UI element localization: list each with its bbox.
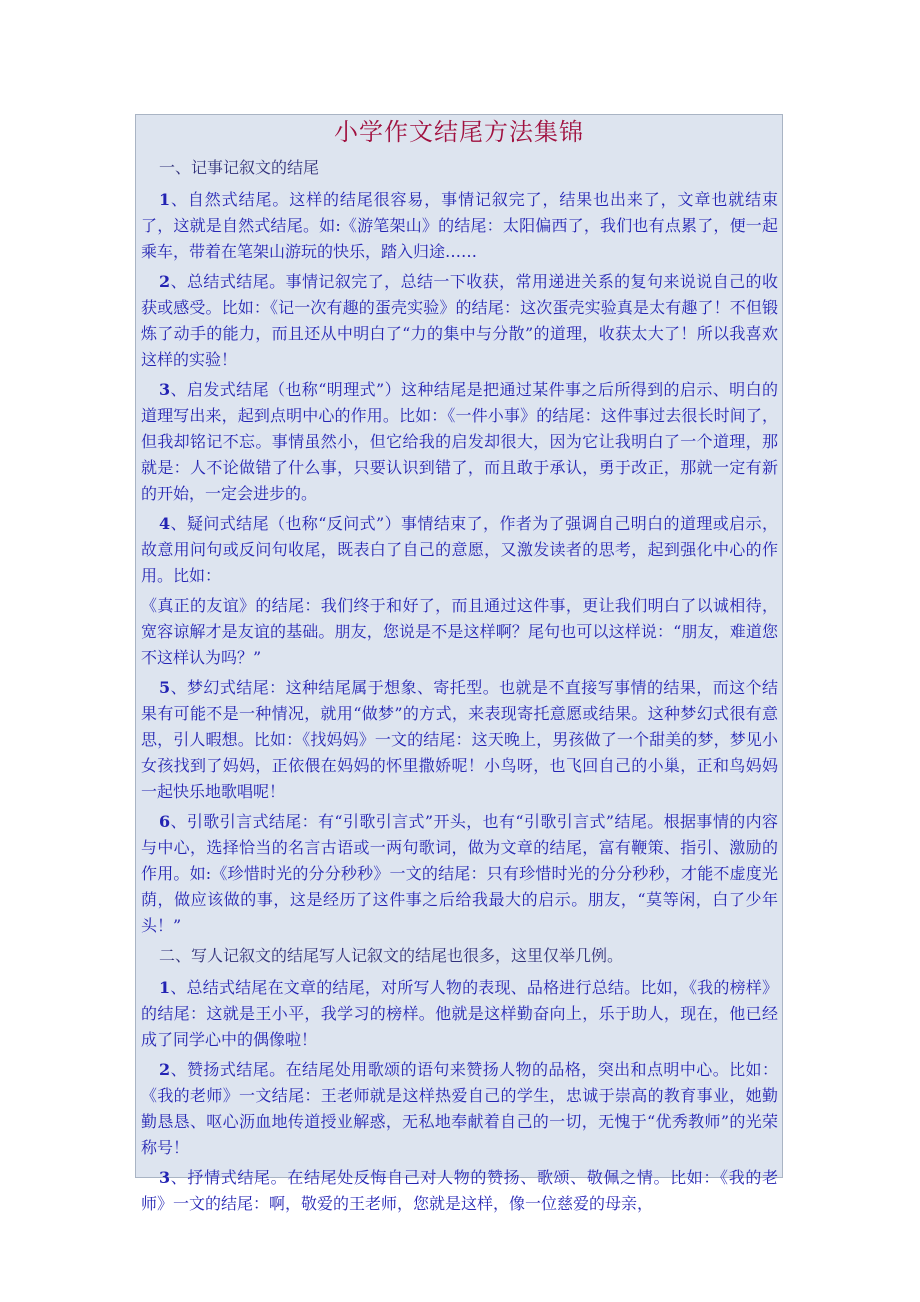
- item-number: 2: [159, 1060, 171, 1079]
- section-heading: 二、写人记叙文的结尾写人记叙文的结尾也很多，这里仅举几例。: [159, 946, 624, 965]
- paragraph-text: 、赞扬式结尾。在结尾处用歌颂的语句来赞扬人物的品格，突出和点明中心。比如：《我的老师》一文结尾：王老师就是这样热爱自己的学生，忠诚于崇高的教育事业，她勤勤恳恳、呕心沥血地传道授业解惑，无私地奉献着自己的一切，无愧于“优秀教师”的光荣称号！: [141, 1060, 778, 1157]
- document-content: [136, 155, 782, 1217]
- paragraph-text: 、疑问式结尾（也称“反问式”）事情结束了，作者为了强调自己明白的道理或启示，故意用问句或反问句收尾，既表白了自己的意愿，又激发读者的思考，起到强化中心的作用。比如：: [141, 514, 778, 585]
- paragraph: [141, 269, 778, 373]
- paragraph-text: 、抒情式结尾。在结尾处反悔自己对人物的赞扬、歌颂、敬佩之情。比如：《我的老师》一文的结尾：啊，敬爱的王老师，您就是这样，像一位慈爱的母亲，: [141, 1168, 778, 1213]
- page-title: 小学作文结尾方法集锦: [334, 118, 584, 146]
- item-number: 3: [159, 380, 171, 399]
- document-box: [135, 114, 783, 1213]
- item-number: 1: [159, 190, 171, 209]
- item-number: 5: [159, 678, 171, 697]
- paragraph: [141, 511, 778, 589]
- paragraph: [141, 187, 778, 265]
- section-heading: 一、记事记叙文的结尾: [159, 158, 320, 177]
- paragraph: [141, 377, 778, 507]
- item-number: 4: [159, 514, 171, 533]
- paragraph: [141, 809, 778, 939]
- paragraph: [141, 1165, 778, 1217]
- example-paragraph: 《真正的友谊》的结尾：我们终于和好了，而且通过这件事，更让我们明白了以诚相待，宽容谅解才是友谊的基础。朋友，您说是不是这样啊？尾句也可以这样说：“朋友，难道您不这样认为吗？”: [141, 596, 778, 667]
- paragraph-text: 、引歌引言式结尾：有“引歌引言式”开头，也有“引歌引言式”结尾。根据事情的内容与中心，选择恰当的名言古语或一两句歌词，做为文章的结尾，富有鞭策、指引、激励的作用。如:《珍惜时光的分分秒秒》一文的结尾：只有珍惜时光的分分秒秒，才能不虚度光荫，做应该做的事，这是经历了这件事之后给我最大的启示。朋友，“莫等闲，白了少年头！”: [141, 812, 778, 935]
- paragraph-text: 、总结式结尾。事情记叙完了，总结一下收获，常用递进关系的复句来说说自己的收获或感受。比如：《记一次有趣的蛋壳实验》的结尾：这次蛋壳实验真是太有趣了！不但锻炼了动手的能力，而且还从中明白了“力的集中与分散”的道理，收获太大了！所以我喜欢这样的实验！: [141, 272, 778, 369]
- item-number: 3: [159, 1168, 171, 1187]
- paragraph: [141, 675, 778, 805]
- paragraph-text: 、总结式结尾在文章的结尾，对所写人物的表现、品格进行总结。比如，《我的榜样》的结尾：这就是王小平，我学习的榜样。他就是这样勤奋向上，乐于助人，现在，他已经成了同学心中的偶像啦！: [141, 978, 778, 1049]
- paragraph-text: 、自然式结尾。这样的结尾很容易，事情记叙完了，结果也出来了，文章也就结束了，这就是自然式结尾。如:《游笔架山》的结尾：太阳偏西了，我们也有点累了，便一起乘车，带着在笔架山游玩的快乐，踏入归途……: [141, 190, 778, 261]
- item-number: 1: [159, 978, 171, 997]
- paragraph-text: 、梦幻式结尾：这种结尾属于想象、寄托型。也就是不直接写事情的结果，而这个结果有可能不是一种情况，就用“做梦”的方式，来表现寄托意愿或结果。这种梦幻式很有意思，引人暇想。比如：《找妈妈》一文的结尾：这天晚上，男孩做了一个甜美的梦，梦见小女孩找到了妈妈，正依偎在妈妈的怀里撒娇呢！小鸟呀，也飞回自己的小巢，正和鸟妈妈一起快乐地歌唱呢！: [141, 678, 778, 801]
- paragraph-text: 、启发式结尾（也称“明理式”）这种结尾是把通过某件事之后所得到的启示、明白的道理写出来，起到点明中心的作用。比如：《一件小事》的结尾：这件事过去很长时间了，但我却铭记不忘。事情虽然小，但它给我的启发却很大，因为它让我明白了一个道理，那就是：人不论做错了什么事，只要认识到错了，而且敢于承认，勇于改正，那就一定有新的开始，一定会进步的。: [141, 380, 778, 503]
- paragraph: [141, 975, 778, 1053]
- paragraph: [141, 1057, 778, 1161]
- item-number: 2: [159, 272, 171, 291]
- item-number: 6: [159, 812, 171, 831]
